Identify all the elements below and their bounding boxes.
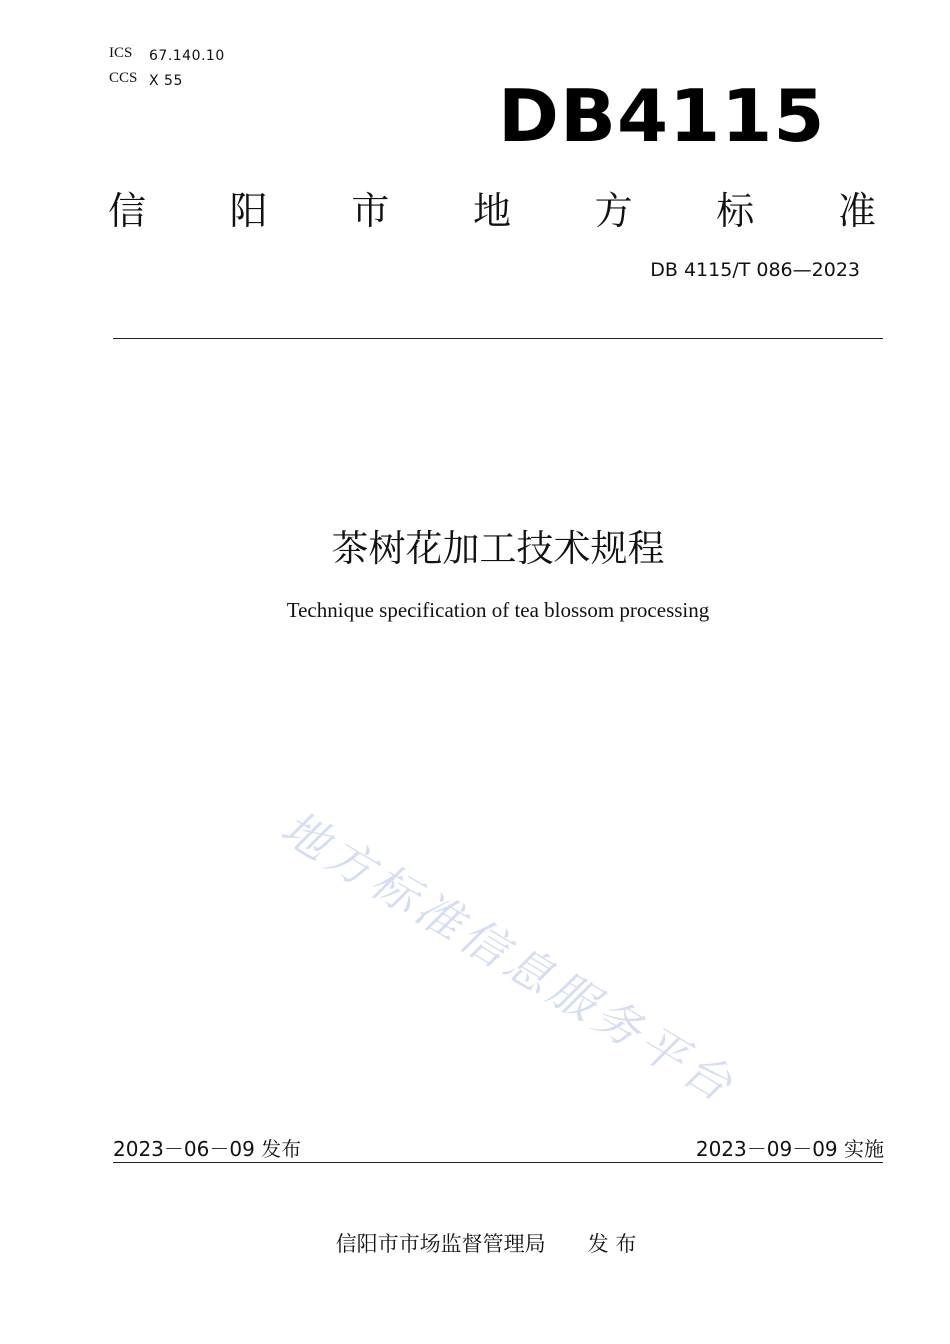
standard-type-char: 标 [716,188,755,233]
standard-type-char: 准 [837,188,876,233]
standard-type-char: 阳 [229,188,268,233]
ics-label: ICS [109,45,133,61]
standard-type-char: 方 [594,188,633,233]
standard-code-logo: DB4115 [498,74,826,158]
standard-type-char: 地 [472,188,511,233]
publish-date: 2023－06－09 发布 [113,1137,302,1161]
document-title-cn: 茶树花加工技术规程 [331,527,665,570]
issuer-line [0,1228,950,1258]
watermark: 地方标准信息服务平台 [272,800,746,1115]
issuer-name: 信阳市市场监督管理局 [335,1232,546,1256]
header-divider [113,338,883,339]
standard-number: DB 4115/T 086—2023 [650,259,860,281]
document-title-en: Technique specification of tea blossom processing [286,598,710,622]
issuer-action: 发 布 [587,1232,637,1256]
standard-type-char: 市 [351,188,390,233]
ccs-label: CCS [109,70,138,86]
standard-type-char: 信 [108,188,147,233]
ics-code: 67.140.10 [149,48,225,64]
footer-divider [113,1162,883,1163]
implement-date: 2023－09－09 实施 [695,1137,884,1161]
ccs-code: X 55 [149,73,183,89]
standard-type-heading [108,182,876,232]
